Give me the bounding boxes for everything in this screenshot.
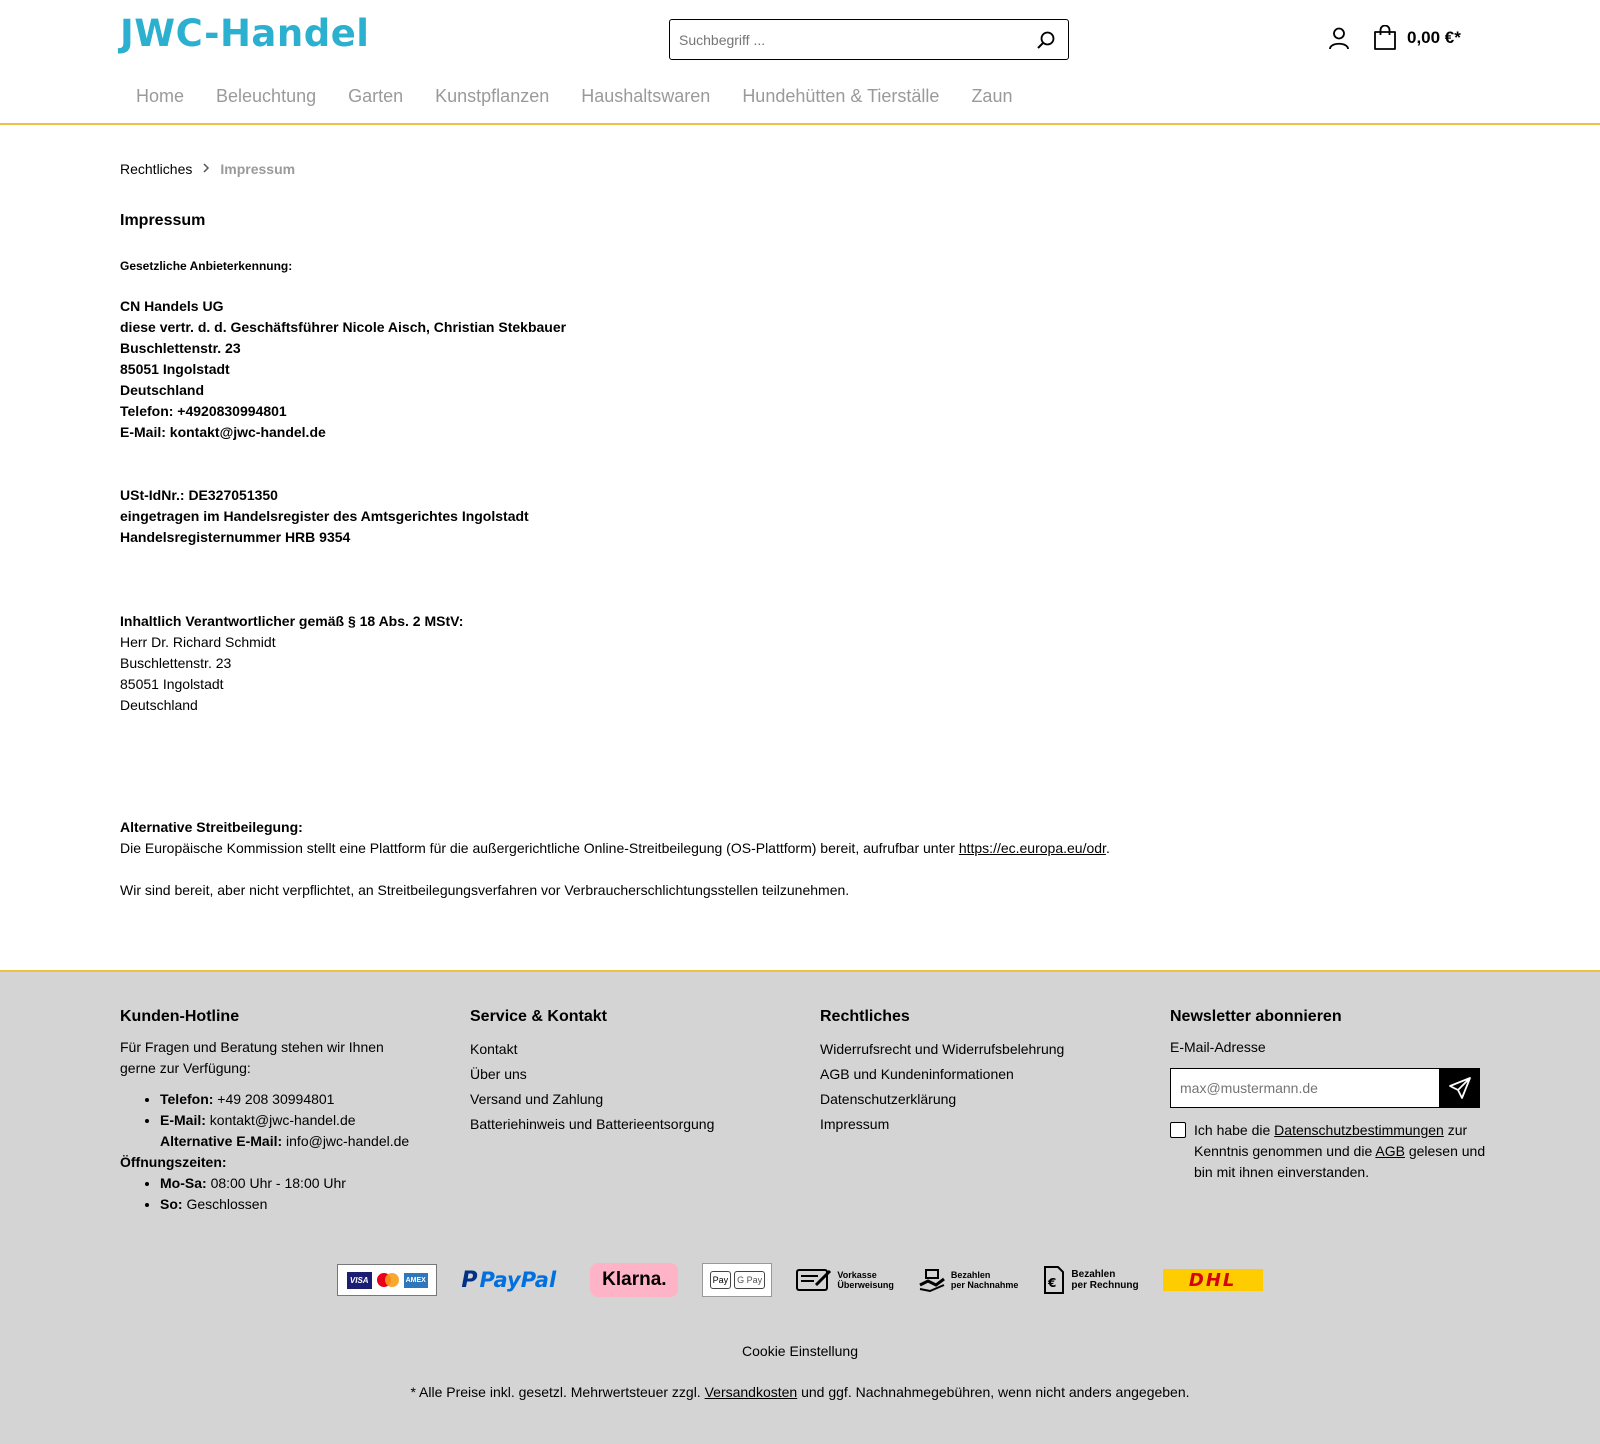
consent-checkbox[interactable] — [1170, 1122, 1186, 1138]
dispute-info — [120, 817, 1110, 901]
breadcrumb — [120, 161, 295, 177]
footer-service — [470, 1006, 790, 1137]
nav-item-kunstpflanzen[interactable]: Kunstpflanzen — [435, 86, 550, 106]
nav-item-garten[interactable]: Garten — [348, 86, 404, 106]
hotline-contacts — [160, 1089, 440, 1152]
hotline-alt-email: Alternative E-Mail: info@jwc-handel.de — [160, 1133, 410, 1149]
shopping-bag-icon — [1373, 25, 1397, 51]
invoice-icon — [1042, 1265, 1066, 1295]
responsible-street: Buschlettenstr. 23 — [120, 655, 232, 671]
footer-link-datenschutz[interactable]: Datenschutzerklärung — [820, 1091, 957, 1107]
user-icon — [1327, 26, 1351, 50]
page-title: Impressum — [120, 212, 206, 229]
apple-google-pay-logo: Pay G Pay — [702, 1263, 772, 1297]
footer-link-impressum[interactable]: Impressum — [820, 1116, 890, 1132]
registry-court: eingetragen im Handelsregister des Amtsgerichtes Ingolstadt — [120, 508, 529, 524]
responsible-info — [120, 611, 463, 716]
service-title: Service & Kontakt — [470, 1008, 607, 1025]
dispute-text: Die Europäische Kommission stellt eine Plattform für die außergerichtliche Online-Streitbeilegung (OS-Plattform) bereit, aufrufbar unter https://ec.europa.eu/odr. — [120, 840, 1110, 856]
responsible-country: Deutschland — [120, 697, 198, 713]
nav-item-beleuchtung[interactable]: Beleuchtung — [216, 86, 317, 106]
cart-total: 0,00 €* — [1407, 28, 1461, 47]
footer-newsletter — [1170, 1006, 1490, 1183]
paypal-logo: P PayPal — [461, 1267, 557, 1293]
hotline-email: • E-Mail: kontakt@jwc-handel.de — [160, 1110, 440, 1131]
newsletter-consent — [1170, 1120, 1490, 1183]
opening-hours — [160, 1173, 440, 1215]
hours-mo-sa: • Mo-Sa: 08:00 Uhr - 18:00 Uhr — [160, 1173, 440, 1194]
footer-link-batterie[interactable]: Batteriehinweis und Batterieentsorgung — [470, 1116, 715, 1132]
company-name: CN Handels UG — [120, 298, 224, 314]
chevron-right-icon — [202, 162, 210, 176]
payment-methods — [0, 1263, 1600, 1297]
registry-info — [120, 485, 529, 548]
hours-so: • So: Geschlossen — [160, 1194, 440, 1215]
newsletter-form — [1170, 1068, 1480, 1108]
price-note: * Alle Preise inkl. gesetzl. Mehrwertsteuer zzgl. Versandkosten und ggf. Nachnahmegebühren, wenn nicht anders angegeben. — [410, 1384, 1190, 1400]
vorkasse-logo: Vorkasse Überweisung — [796, 1267, 894, 1293]
footer-link-versand[interactable]: Versand und Zahlung — [470, 1091, 604, 1107]
nav-item-hundehuetten[interactable]: Hundehütten & Tierställe — [742, 86, 940, 106]
provider-label: Gesetzliche Anbieterkennung: — [120, 259, 293, 273]
newsletter-submit-button[interactable] — [1439, 1068, 1480, 1108]
site-logo[interactable]: JWC-Handel — [120, 12, 370, 55]
responsible-name: Herr Dr. Richard Schmidt — [120, 634, 276, 650]
send-icon — [1448, 1076, 1472, 1100]
footer-link-widerruf[interactable]: Widerrufsrecht und Widerrufsbelehrung — [820, 1041, 1065, 1057]
nav-item-zaun[interactable]: Zaun — [971, 86, 1013, 106]
transfer-icon — [796, 1267, 832, 1293]
nav-item-home[interactable]: Home — [136, 86, 185, 106]
breadcrumb-parent[interactable]: Rechtliches — [120, 161, 193, 177]
newsletter-title: Newsletter abonnieren — [1170, 1008, 1342, 1025]
dhl-logo: DHL — [1163, 1269, 1263, 1291]
registry-number: Handelsregisternummer HRB 9354 — [120, 529, 351, 545]
footer-legal — [820, 1006, 1140, 1137]
footer-link-agb[interactable]: AGB und Kundeninformationen — [820, 1066, 1014, 1082]
company-street: Buschlettenstr. 23 — [120, 340, 241, 356]
company-city: 85051 Ingolstadt — [120, 361, 230, 377]
hotline-intro: Für Fragen und Beratung stehen wir Ihnen gerne zur Verfügung: — [120, 1039, 384, 1076]
site-footer — [0, 970, 1600, 1444]
main-navigation — [120, 86, 1028, 107]
consent-privacy-link[interactable]: Datenschutzbestimmungen — [1274, 1122, 1444, 1138]
search-input[interactable] — [670, 20, 1024, 59]
company-email: E-Mail: kontakt@jwc-handel.de — [120, 424, 326, 440]
company-info — [120, 296, 566, 443]
nav-item-haushaltswaren[interactable]: Haushaltswaren — [581, 86, 711, 106]
opening-hours-label: Öffnungszeiten: — [120, 1154, 227, 1170]
company-country: Deutschland — [120, 382, 205, 398]
search-bar — [669, 19, 1069, 60]
dispute-note: Wir sind bereit, aber nicht verpflichtet, an Streitbeilegungsverfahren vor Verbraucherschlichtungsstellen teilzunehmen. — [120, 882, 850, 898]
dispute-label: Alternative Streitbeilegung: — [120, 819, 303, 835]
responsible-city: 85051 Ingolstadt — [120, 676, 224, 692]
nachnahme-logo: Bezahlen per Nachnahme — [918, 1267, 1019, 1293]
footer-link-kontakt[interactable]: Kontakt — [470, 1041, 518, 1057]
consent-text: Ich habe die Datenschutzbestimmungen zur Kenntnis genommen und die AGB gelesen und bin mit ihnen einverstanden. — [1194, 1122, 1486, 1180]
cart-button[interactable] — [1373, 25, 1461, 51]
company-phone: Telefon: +4920830994801 — [120, 403, 287, 419]
site-header — [0, 0, 1600, 125]
odr-link[interactable]: https://ec.europa.eu/odr — [958, 840, 1106, 856]
footer-link-ueber-uns[interactable]: Über uns — [470, 1066, 527, 1082]
footer-hotline — [120, 1006, 440, 1215]
main-content — [0, 125, 1600, 970]
newsletter-email-input[interactable] — [1170, 1068, 1439, 1108]
consent-agb-link[interactable]: AGB — [1375, 1143, 1405, 1159]
hotline-phone: • Telefon: +49 208 30994801 — [160, 1089, 440, 1110]
klarna-logo: Klarna. — [590, 1263, 678, 1297]
search-button[interactable] — [1024, 20, 1068, 59]
mastercard-icon — [375, 1272, 401, 1288]
breadcrumb-current[interactable]: Impressum — [220, 161, 296, 177]
responsible-label: Inhaltlich Verantwortlicher gemäß § 18 Abs. 2 MStV: — [120, 613, 464, 629]
account-button[interactable] — [1327, 26, 1353, 52]
vat-id: USt-IdNr.: DE327051350 — [120, 487, 278, 503]
cookie-settings-link[interactable]: Cookie Einstellung — [742, 1343, 858, 1359]
svg-text:€: € — [1048, 1276, 1057, 1290]
legal-title: Rechtliches — [820, 1008, 910, 1025]
dispute-sentence: Die Europäische Kommission stellt eine Plattform für die außergerichtliche Online-Streitbeilegung (OS-Plattform) bereit, aufrufbar unter — [120, 840, 959, 856]
hotline-title: Kunden-Hotline — [120, 1008, 240, 1025]
shipping-costs-link[interactable]: Versandkosten — [704, 1384, 798, 1400]
cash-hand-icon — [918, 1267, 946, 1293]
company-representatives: diese vertr. d. d. Geschäftsführer Nicole Aisch, Christian Stekbauer — [120, 319, 567, 335]
search-icon — [1036, 30, 1056, 50]
credit-cards-logo: VISA AMEX — [337, 1264, 437, 1296]
rechnung-logo: € Bezahlen per Rechnung — [1042, 1265, 1138, 1295]
newsletter-email-label: E-Mail-Adresse — [1170, 1039, 1266, 1055]
